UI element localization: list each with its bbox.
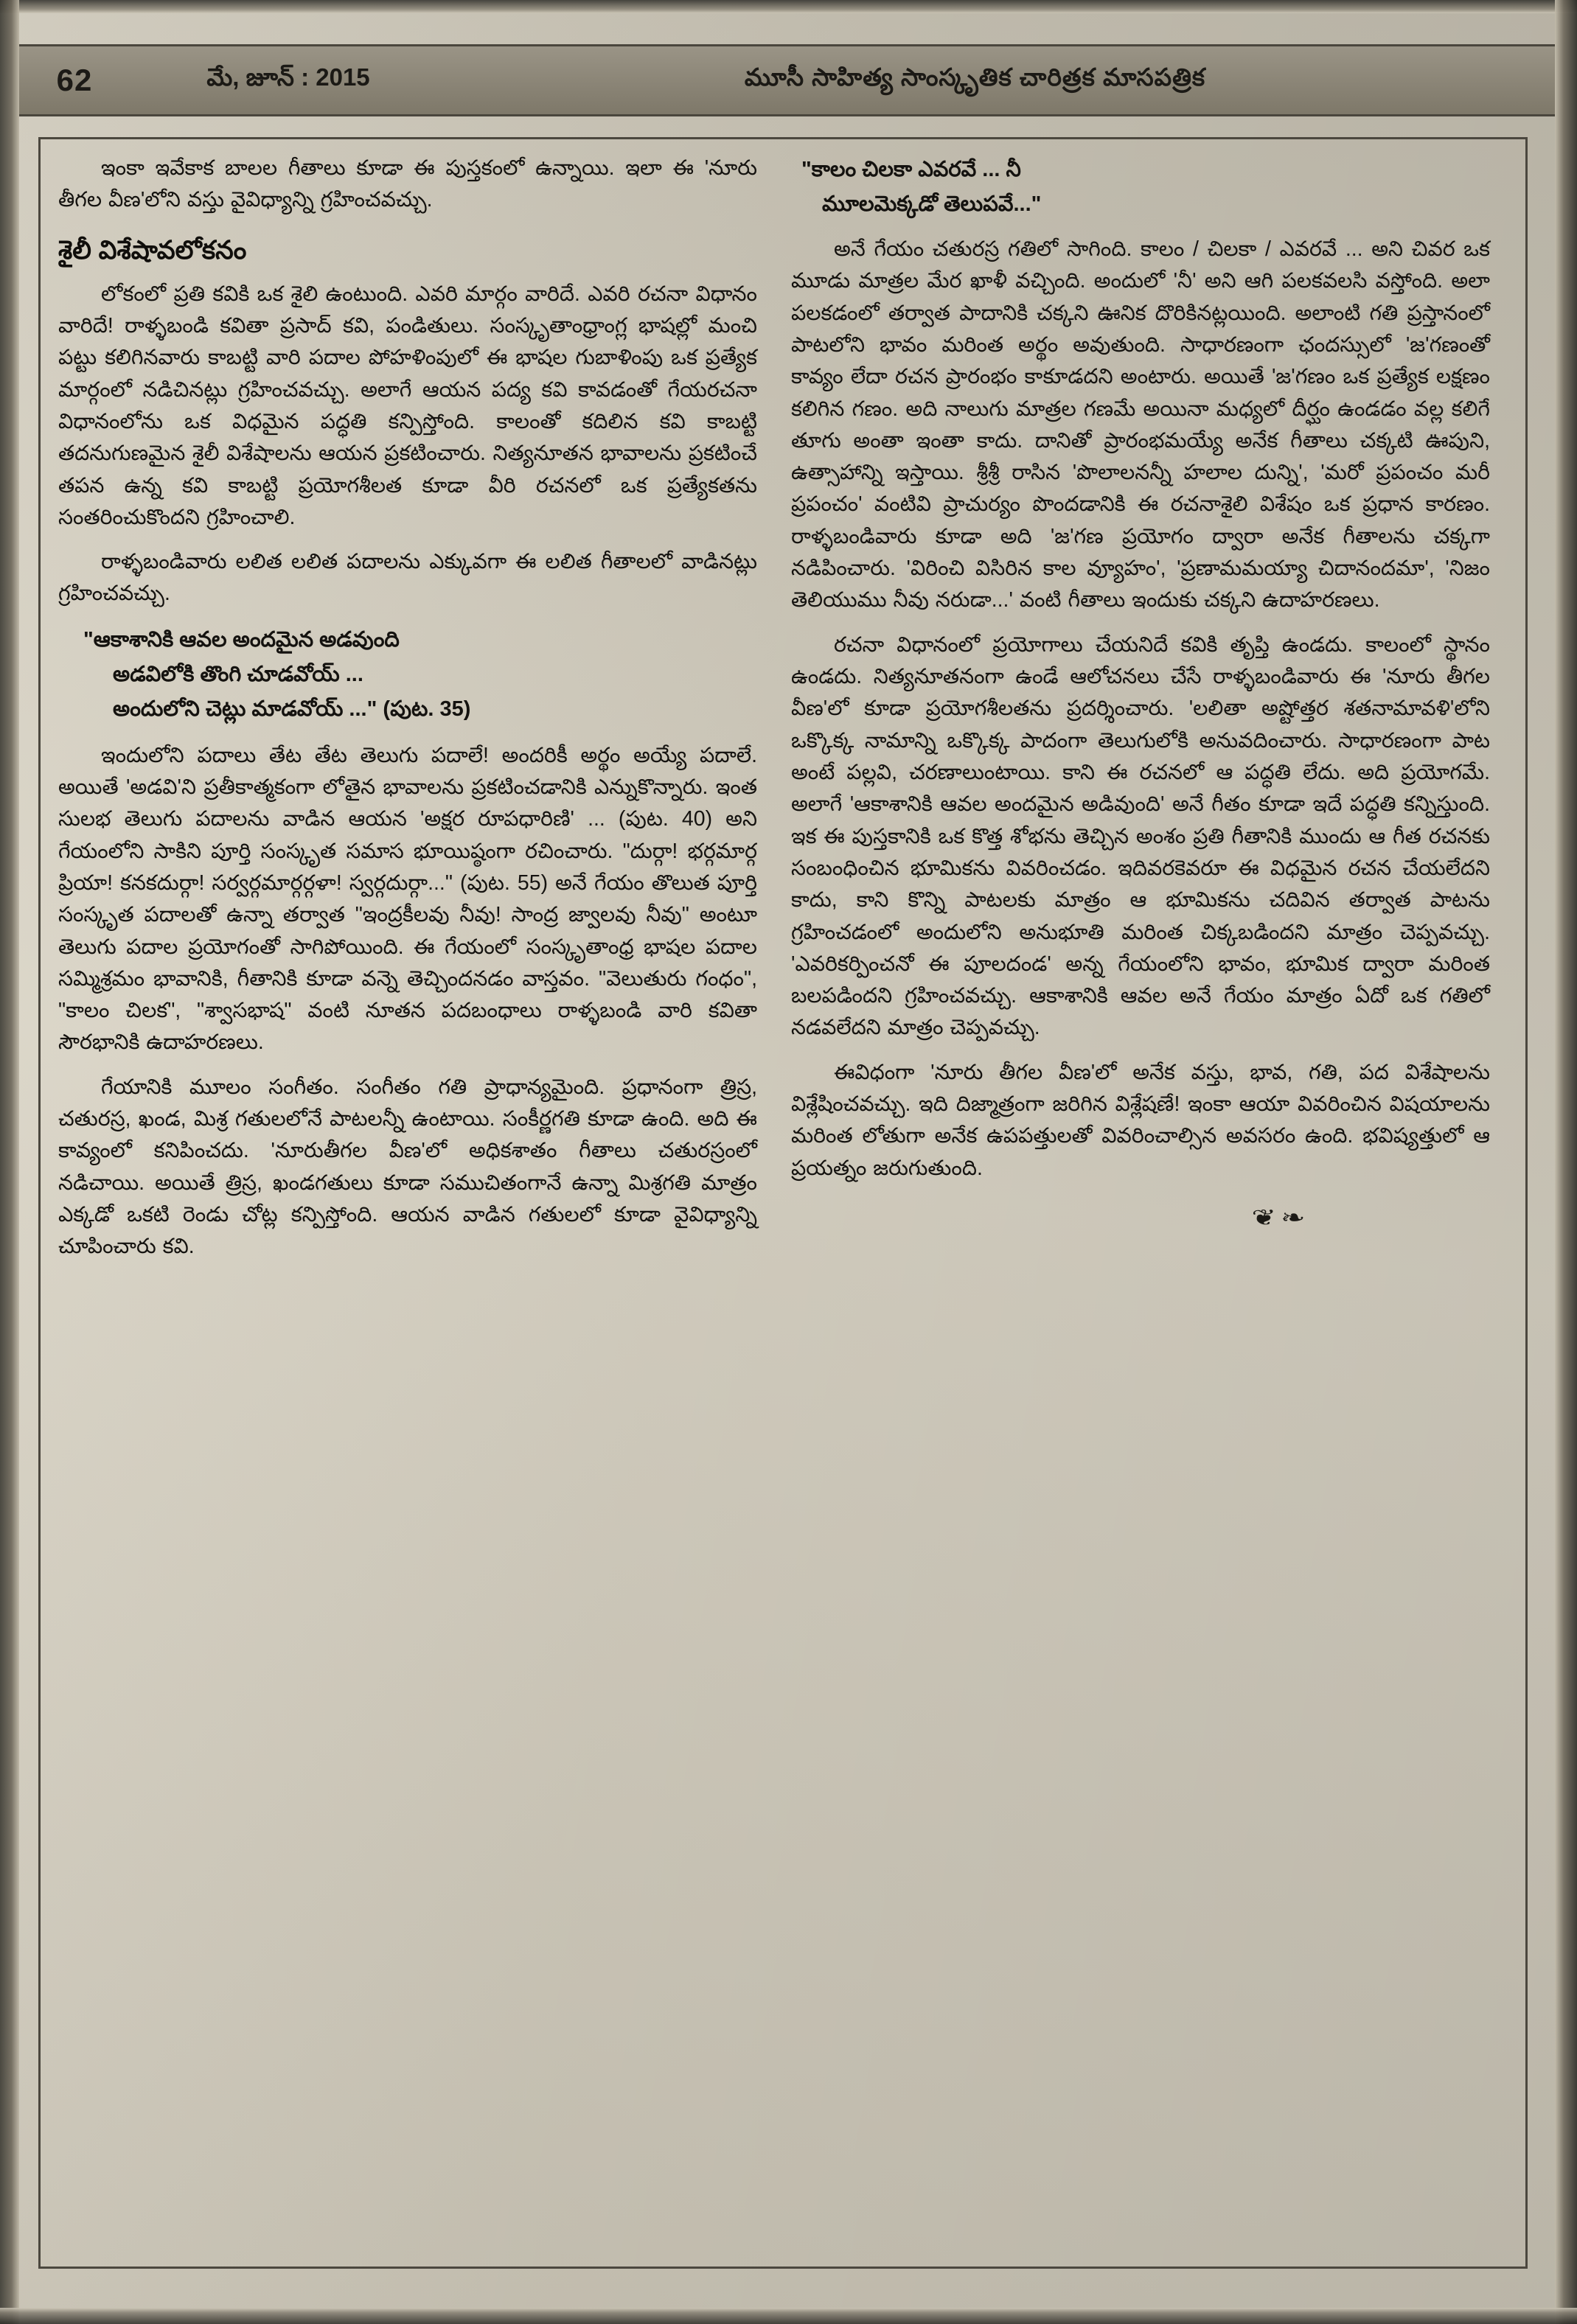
intro-paragraph: ఇంకా ఇవేకాక బాలల గీతాలు కూడా ఈ పుస్తకంలో ఉన్నాయి. ఇలా ఈ 'నూరు తీగల వీణ'లోని వస్తు వైవిధ్యాన్ని గ్రహించవచ్చు. [58, 156, 757, 212]
paragraph: రచనా విధానంలో ప్రయోగాలు చేయనిదే కవికి తృప్తి ఉండదు. కాలంలో స్థానం ఉండదు. నిత్యనూతనంగా ఉండే ఆలోచనలు చేసే రాళ్ళబండివారు ఈ 'నూరు తీగల వీణ'లో కూడా ప్రయోగశీలతను ప్రదర్శించారు. 'లలితా అష్టోత్తర శతనామావళి'లోని ఒక్కొక్క నామాన్ని ఒక్కొక్క పాదంగా తెలుగులోకి అనువదించారు. సాధారణంగా పాట అంటే పల్లవి, చరణాలుంటాయి. కాని ఈ రచనలో ఆ పద్ధతి లేదు. అది ప్రయోగమే. అలాగే 'ఆకాశానికి ఆవల అందమైన అడివుంది' అనే గీతం కూడా ఇదే పద్ధతి కన్నిస్తుంది. ఇక ఈ పుస్తకానికి ఒక కొత్త శోభను తెచ్చిన అంశం ప్రతి గీతానికి ముందు ఆ గీత రచనకు సంబంధించిన భూమికను వివరించడం. ఇదివరకెవరూ ఈ విధమైన రచన చేయలేదని కాదు, కాని కొన్ని పాటలకు మాత్రం ఆ భూమికను చదివిన తర్వాత పాటను గ్రహించడంలో అందులోని అనుభూతి మరింత చిక్కబడిందని మాత్రం చెప్పవచ్చు. 'ఎవరికర్పించనో ఈ పూలదండ' అన్న గేయంలోని భావం, భూమిక ద్వారా మరింత బలపడిందని గ్రహించవచ్చు. ఆకాశానికి ఆవల అనే గేయం మాత్రం ఏదో ఒక గతిలో నడవలేదని మాత్రం చెప్పవచ్చు. [791, 632, 1490, 1040]
content-frame [38, 137, 1528, 2269]
verse-quote [58, 623, 757, 727]
page-header [19, 44, 1555, 116]
verse-line: అందులోని చెట్లు మాడవోయ్ ..." (పుట. 35) [113, 697, 471, 721]
end-ornament: ❦❧ [1251, 1205, 1310, 1230]
paragraph: అనే గేయం చతురస్ర గతిలో సాగింది. కాలం / చిలకా / ఎవరవే ... అని చివర ఒక మూడు మాత్రల మేర ఖాళీ వచ్చింది. అందులో 'నీ' అని ఆగి పలకవలసి వస్తోంది. అలా పలకడంలో తర్వాత పాదానికి చక్కని ఊనిక దొరికినట్లయింది. అలాంటి గతి ప్రస్తానంలో పాటలోని భావం మరింత అర్థం అవుతుంది. సాధారణంగా ఛందస్సులో 'జ'గణంతో కావ్యం లేదా రచన ప్రారంభం కాకూడదని అంటారు. అయితే 'జ'గణం ఒక ప్రత్యేక లక్షణం కలిగిన గణం. అది నాలుగు మాత్రల గణమే అయినా మధ్యలో దీర్ఘం ఉండడం వల్ల కలిగే తూగు అంతా ఇంతా కాదు. దానితో ప్రారంభమయ్యే అనేక గీతాలు చక్కటి ఊపుని, ఉత్సాహాన్ని ఇస్తాయి. శ్రీశ్రీ రాసిన 'పొలాలనన్నీ హలాల దున్ని', 'మరో ప్రపంచం మరీ ప్రపంచం' వంటివి ప్రాచుర్యం పొందడానికి ఈ రచనాశైలి విశేషం ఒక ప్రధాన కారణం. రాళ్ళబండివారు కూడా అది 'జ'గణ ప్రయోగం ద్వారా అనేక గీతాలను చక్కగా నడిపించారు. 'విరించి విసిరిన కాల వ్యూహం', 'ప్రణామమయ్యా చిదానందమా', 'నిజం తెలియుము నీవు నరుడా...' వంటి గీతాలు ఇందుకు చక్కని ఉదాహరణలు. [791, 237, 1490, 613]
paragraph: లోకంలో ప్రతి కవికి ఒక శైలి ఉంటుంది. ఎవరి మార్గం వారిదే. ఎవరి రచనా విధానం వారిదే! రాళ్ళబండి కవితా ప్రసాద్ కవి, పండితులు. సంస్కృతాంధ్రాంగ్ల భాషల్లో మంచి పట్టు కలిగినవారు కాబట్టి వారి పదాల పోహళింపులో ఈ భాషల గుబాళింపు ఒక ప్రత్యేక మార్గంలో నడిచినట్లు గ్రహించవచ్చు. అలాగే ఆయన పద్య కవి కావడంతో గేయరచనా విధానంలోను ఒక విధమైన పద్ధతి కన్పిస్తోంది. కాలంతో కదిలిన కవి కాబట్టి తదనుగుణమైన శైలీ విశేషాలను ఆయన ప్రకటించారు. నిత్యనూతన భావాలను ప్రకటించే తపన ఉన్న కవి కాబట్టి ప్రయోగశీలత కూడా వీరి రచనలో ఒక ప్రత్యేకతను సంతరించుకొందని గ్రహించాలి. [58, 282, 757, 529]
paragraph: రాళ్ళబండివారు లలిత లలిత పదాలను ఎక్కువగా ఈ లలిత గీతాలలో వాడినట్లు గ్రహించవచ్చు. [58, 550, 757, 606]
scan-edge-left [0, 0, 19, 2324]
paragraph: గేయానికి మూలం సంగీతం. సంగీతం గతి ప్రాధాన్యమైంది. ప్రధానంగా త్రిస్ర, చతురస్ర, ఖండ, మిశ్ర గతులలోనే పాటలన్నీ ఉంటాయి. సంకీర్ణగతి కూడా ఉంది. అది ఈ కావ్యంలో కనిపించదు. 'నూరుతీగల వీణ'లో అధికశాతం గీతాలు చతురస్రంలో నడిచాయి. అయితే త్రిస్ర, ఖండగతులు కూడా సముచితంగానే ఉన్నా మిశ్రగతి మాత్రం ఎక్కడో ఒకటి రెండు చోట్ల కన్పిస్తోంది. ఆయన వాడిన గతులలో కూడా వైవిధ్యాన్ని చూపించారు కవి. [58, 1075, 757, 1259]
verse-line: మూలమెక్కడో తెలుపవే..." [822, 192, 1042, 216]
page-number: 62 [56, 63, 93, 97]
issue-date: మే, జూన్ : 2015 [206, 63, 370, 91]
scan-edge-right [1555, 0, 1577, 2324]
verse-line: అడవిలోకి తొంగి చూడవోయ్ ... [113, 662, 363, 686]
verse-line: "కాలం చిలకా ఎవరవే ... నీ [801, 158, 1021, 181]
section-heading: శైలీ విశేషావలోకనం [58, 235, 247, 265]
verse-line: "ఆకాశానికి ఆవల అందమైన అడవుంది [83, 627, 400, 652]
right-column [791, 153, 1490, 2253]
scan-edge-top [0, 0, 1577, 13]
scan-edge-bottom [0, 2308, 1577, 2324]
left-column [58, 153, 757, 2253]
verse-quote-top [791, 153, 1490, 222]
paragraph: ఈవిధంగా 'నూరు తీగల వీణ'లో అనేక వస్తు, భావ, గతి, పద విశేషాలను విశ్లేషించవచ్చు. ఇది దిజ్మాత్రంగా జరిగిన విశ్లేషణే! ఇంకా ఆయా వివరించిన విషయాలను మరింత లోతుగా అనేక ఉపపత్తులతో వివరించాల్సిన అవసరం ఉంది. భవిష్యత్తులో ఆ ప్రయత్నం జరుగుతుంది. [791, 1060, 1490, 1180]
paragraph: ఇందులోని పదాలు తేట తేట తెలుగు పదాలే! అందరికీ అర్థం అయ్యే పదాలే. అయితే 'అడవి'ని ప్రతీకాత్మకంగా లోతైన భావాలను ప్రకటించడానికి ఎన్నుకొన్నారు. ఇంత సులభ తెలుగు పదాలను వాడిన ఆయన 'అక్షర రూపధారిణి' ... (పుట. 40) అని గేయంలోని సాకిని పూర్తి సంస్కృత సమాస భూయిష్ఠంగా రచించారు. "దుర్గా! భర్గమార్గ ప్రియా! కనకదుర్గా! సర్వర్గమార్గర్గళా! స్వర్గదుర్గా..." (పుట. 55) అనే గేయం తొలుత పూర్తి సంస్కృత పదాలతో ఉన్నా తర్వాత "ఇంద్రకీలవు నీవు! సాంద్ర జ్వాలవు నీవు" అంటూ తెలుగు పదాల ప్రయోగంతో సాగిపోయింది. ఈ గేయంలో సంస్కృతాంధ్ర భాషల పదాల సమ్మిశ్రమం భావానికి, గీతానికి కూడా వన్నె తెచ్చిందనడం వాస్తవం. "వెలుతురు గంధం", "కాలం చిలక", "శ్వాసభాష" వంటి నూతన పదబంధాలు రాళ్ళబండి వారి కవితా సౌరభానికి ఉదాహరణలు. [58, 743, 757, 1055]
end-ornament-wrap [791, 1201, 1490, 1235]
masthead-title: మూసీ సాహిత్య సాంస్కృతిక చారిత్రక మాసపత్రిక [744, 63, 1206, 91]
